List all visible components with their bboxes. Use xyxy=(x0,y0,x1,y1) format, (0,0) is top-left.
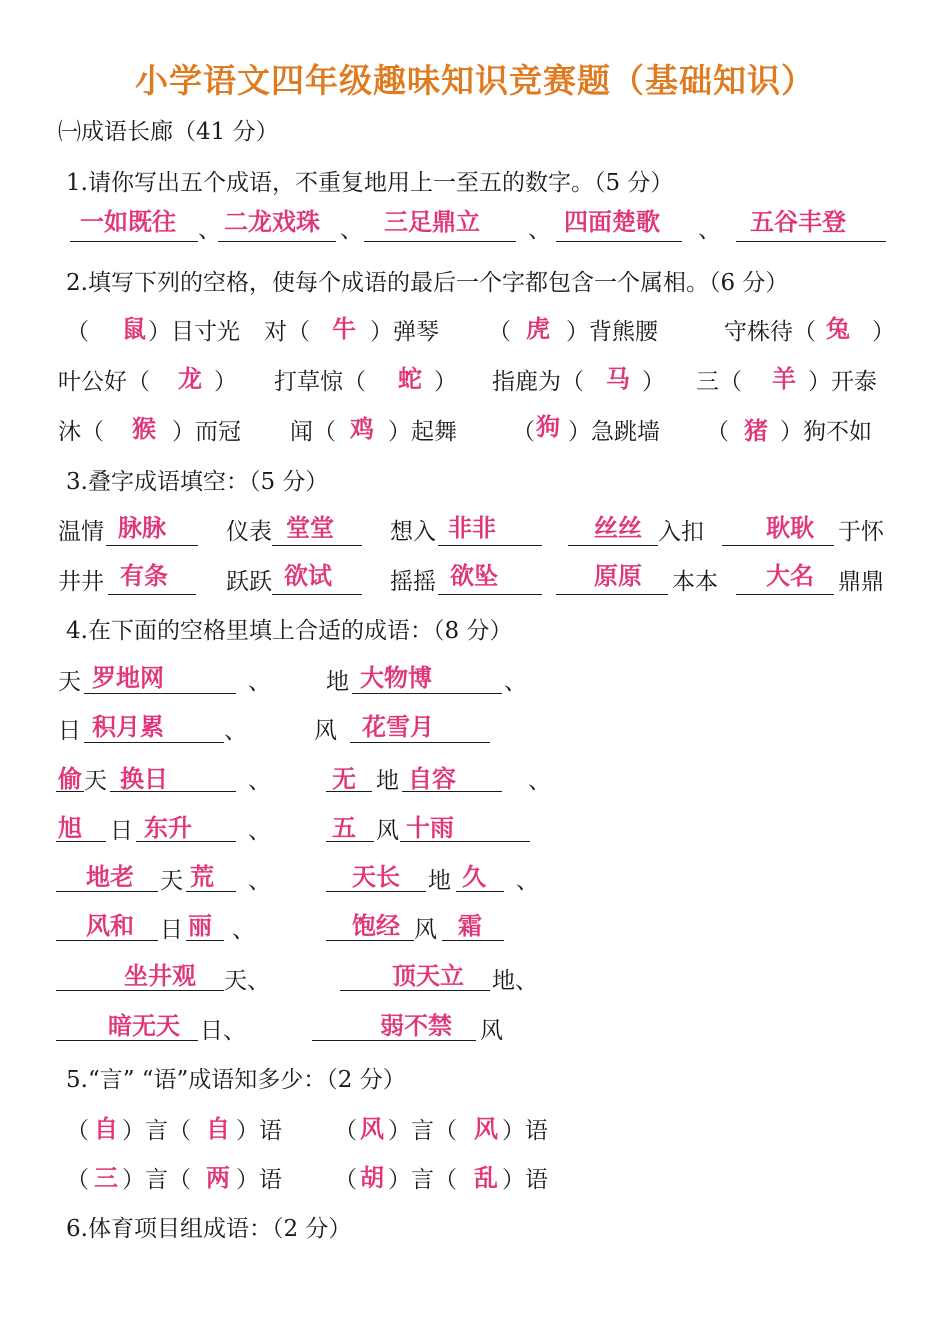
yan-yu-answer: 自 xyxy=(94,1115,118,1143)
idiom-text: 摇摇 xyxy=(390,569,436,595)
idiom-answer: 荒 xyxy=(190,863,214,891)
blank-line xyxy=(326,791,372,792)
idiom-answer: 久 xyxy=(462,863,486,891)
separator: 、 xyxy=(528,768,551,794)
idiom-text: 指鹿为（ xyxy=(492,369,584,395)
blank-line xyxy=(556,594,668,595)
idiom-answer: 罗地网 xyxy=(92,664,164,692)
reduplicated-answer: 大名 xyxy=(766,562,814,590)
idiom-answer: 饱经 xyxy=(352,912,400,940)
yan-yu-answer: 自 xyxy=(206,1115,230,1143)
idiom-answer: 天长 xyxy=(352,863,400,891)
bracket-text: （ xyxy=(66,319,89,345)
blank-line xyxy=(568,545,658,546)
idiom-text: 风 xyxy=(480,1018,503,1044)
blank-line xyxy=(556,241,682,242)
idiom-answer: 五 xyxy=(332,814,356,842)
idiom-text: 日 xyxy=(110,818,133,844)
idiom-answer: 无 xyxy=(332,765,356,793)
idiom-answer: 顶天立 xyxy=(392,962,464,990)
blank-line xyxy=(326,891,426,892)
idiom-text: 对（ xyxy=(264,319,310,345)
blank-line xyxy=(272,594,362,595)
idiom-text: ）急跳墙 xyxy=(568,419,660,445)
idiom-text: ）语 xyxy=(502,1118,548,1144)
idiom-text: ）而冠 xyxy=(172,419,241,445)
idiom-answer: 大物博 xyxy=(360,664,432,692)
yan-yu-answer: 乱 xyxy=(474,1164,498,1192)
blank-line xyxy=(56,891,158,892)
blank-line xyxy=(400,841,530,842)
blank-line xyxy=(312,1040,476,1041)
separator: 、 xyxy=(340,217,363,243)
idiom-text: 天 xyxy=(58,669,81,695)
section-heading: ㈠成语长廊（41 分） xyxy=(58,119,279,145)
blank-line xyxy=(218,241,336,242)
zodiac-answer: 牛 xyxy=(332,315,356,343)
yan-yu-answer: 三 xyxy=(94,1164,118,1192)
separator: 、 xyxy=(698,217,721,243)
idiom-text: 温情 xyxy=(58,519,104,545)
zodiac-answer: 狗 xyxy=(536,413,560,441)
idiom-text: 地 xyxy=(376,768,399,794)
separator: 、 xyxy=(516,868,539,894)
blank-line xyxy=(402,791,502,792)
bracket-text: ） xyxy=(872,319,895,345)
idiom-answer: 旭 xyxy=(58,814,82,842)
zodiac-answer: 龙 xyxy=(178,365,202,393)
yan-yu-answer: 两 xyxy=(206,1164,230,1192)
question-4-prompt: 4.在下面的空格里填上合适的成语：（8 分） xyxy=(66,618,513,644)
zodiac-answer: 马 xyxy=(606,365,630,393)
idiom-text: ）语 xyxy=(502,1167,548,1193)
blank-line xyxy=(186,940,224,941)
zodiac-answer: 羊 xyxy=(772,365,796,393)
idiom-text: ）背熊腰 xyxy=(566,319,658,345)
blank-line xyxy=(56,791,84,792)
idiom-text: ）言（ xyxy=(388,1167,457,1193)
idiom-text: ）语 xyxy=(236,1167,282,1193)
reduplicated-answer: 丝丝 xyxy=(594,514,642,542)
blank-line xyxy=(108,594,196,595)
bracket-text: ） xyxy=(214,369,237,395)
blank-line xyxy=(70,241,198,242)
idiom-text: 地、 xyxy=(492,968,538,994)
reduplicated-answer: 欲试 xyxy=(284,562,332,590)
q1-answer-4: 四面楚歌 xyxy=(564,208,660,236)
idiom-answer: 弱不禁 xyxy=(380,1012,452,1040)
blank-line xyxy=(110,791,236,792)
idiom-answer: 偷 xyxy=(58,765,82,793)
bracket-text: ） xyxy=(434,369,457,395)
reduplicated-answer: 欲坠 xyxy=(450,562,498,590)
blank-line xyxy=(722,545,834,546)
idiom-answer: 换日 xyxy=(120,765,168,793)
bracket-text: （ xyxy=(512,419,535,445)
question-5-prompt: 5.“言” “语”成语知多少：（2 分） xyxy=(66,1067,406,1093)
idiom-answer: 丽 xyxy=(188,912,212,940)
idiom-text: 想入 xyxy=(390,519,436,545)
idiom-text: 鼎鼎 xyxy=(838,569,884,595)
blank-line xyxy=(56,940,158,941)
idiom-answer: 东升 xyxy=(144,814,192,842)
reduplicated-answer: 脉脉 xyxy=(118,514,166,542)
idiom-answer: 积月累 xyxy=(92,713,164,741)
yan-yu-answer: 风 xyxy=(474,1115,498,1143)
separator: 、 xyxy=(198,217,221,243)
blank-line xyxy=(56,841,106,842)
reduplicated-answer: 有条 xyxy=(120,562,168,590)
idiom-text: 风 xyxy=(414,917,437,943)
idiom-text: 守株待（ xyxy=(724,319,816,345)
blank-line xyxy=(456,891,504,892)
idiom-answer: 地老 xyxy=(86,863,134,891)
idiom-text: ）语 xyxy=(236,1118,282,1144)
idiom-text: 天 xyxy=(84,768,107,794)
reduplicated-answer: 原原 xyxy=(594,562,642,590)
bracket-text: （ xyxy=(334,1167,357,1193)
blank-line xyxy=(272,545,362,546)
reduplicated-answer: 耿耿 xyxy=(766,514,814,542)
zodiac-answer: 虎 xyxy=(526,315,550,343)
zodiac-answer: 鼠 xyxy=(122,315,146,343)
separator: 、 xyxy=(224,718,247,744)
idiom-text: ）言（ xyxy=(122,1167,191,1193)
idiom-text: ）目寸光 xyxy=(148,319,240,345)
zodiac-answer: 兔 xyxy=(826,315,850,343)
blank-line xyxy=(364,241,516,242)
idiom-answer: 风和 xyxy=(86,912,134,940)
zodiac-answer: 猪 xyxy=(744,417,768,445)
idiom-text: ）弹琴 xyxy=(370,319,439,345)
q1-answer-3: 三足鼎立 xyxy=(384,208,480,236)
question-1-prompt: 1.请你写出五个成语，不重复地用上一至五的数字。（5 分） xyxy=(66,170,674,196)
reduplicated-answer: 堂堂 xyxy=(286,514,334,542)
blank-line xyxy=(438,545,542,546)
idiom-text: 日、 xyxy=(200,1018,246,1044)
idiom-text: 风 xyxy=(376,818,399,844)
idiom-text: ）言（ xyxy=(122,1118,191,1144)
bracket-text: （ xyxy=(66,1118,89,1144)
idiom-text: 风 xyxy=(314,718,337,744)
idiom-text: 井井 xyxy=(58,569,104,595)
separator: 、 xyxy=(232,917,255,943)
bracket-text: ） xyxy=(642,369,665,395)
zodiac-answer: 鸡 xyxy=(350,415,374,443)
idiom-answer: 十雨 xyxy=(406,814,454,842)
separator: 、 xyxy=(248,868,271,894)
idiom-text: 仪表 xyxy=(226,519,272,545)
blank-line xyxy=(326,841,374,842)
idiom-text: 日 xyxy=(58,718,81,744)
idiom-text: 入扣 xyxy=(658,519,704,545)
idiom-answer: 暗无天 xyxy=(108,1012,180,1040)
blank-line xyxy=(56,1040,198,1041)
zodiac-answer: 猴 xyxy=(132,415,156,443)
idiom-text: 闻（ xyxy=(290,419,336,445)
idiom-text: ）言（ xyxy=(388,1118,457,1144)
idiom-text: 三（ xyxy=(696,369,742,395)
separator: 、 xyxy=(248,818,271,844)
separator: 、 xyxy=(528,217,551,243)
separator: 、 xyxy=(504,669,527,695)
separator: 、 xyxy=(248,768,271,794)
blank-line xyxy=(326,940,414,941)
idiom-answer: 坐井观 xyxy=(124,962,196,990)
blank-line xyxy=(352,693,502,694)
blank-line xyxy=(136,841,236,842)
zodiac-answer: 蛇 xyxy=(398,365,422,393)
idiom-text: ）狗不如 xyxy=(780,419,872,445)
idiom-text: 本本 xyxy=(672,569,718,595)
separator: 、 xyxy=(248,669,271,695)
idiom-text: 地 xyxy=(428,868,451,894)
idiom-text: 叶公好（ xyxy=(58,369,150,395)
bracket-text: （ xyxy=(706,419,729,445)
bracket-text: （ xyxy=(66,1167,89,1193)
idiom-text: 沐（ xyxy=(58,419,104,445)
idiom-text: ）起舞 xyxy=(388,419,457,445)
idiom-text: ）开泰 xyxy=(808,369,877,395)
idiom-text: 打草惊（ xyxy=(274,369,366,395)
idiom-text: 地 xyxy=(326,669,349,695)
bracket-text: （ xyxy=(488,319,511,345)
yan-yu-answer: 风 xyxy=(360,1115,384,1143)
idiom-answer: 霜 xyxy=(458,912,482,940)
blank-line xyxy=(186,891,236,892)
blank-line xyxy=(84,693,236,694)
blank-line xyxy=(84,742,224,743)
blank-line xyxy=(106,545,198,546)
blank-line xyxy=(736,594,834,595)
idiom-text: 天、 xyxy=(224,968,270,994)
q1-answer-2: 二龙戏珠 xyxy=(224,208,320,236)
q1-answer-1: 一如既往 xyxy=(80,208,176,236)
blank-line xyxy=(736,241,886,242)
question-2-prompt: 2.填写下列的空格，使每个成语的最后一个字都包含一个属相。（6 分） xyxy=(66,270,789,296)
idiom-answer: 自容 xyxy=(408,765,456,793)
yan-yu-answer: 胡 xyxy=(360,1164,384,1192)
blank-line xyxy=(340,990,490,991)
idiom-text: 跃跃 xyxy=(226,569,272,595)
idiom-answer: 花雪月 xyxy=(362,713,434,741)
q1-answer-5: 五谷丰登 xyxy=(750,208,846,236)
question-3-prompt: 3.叠字成语填空：（5 分） xyxy=(66,469,329,495)
idiom-text: 于怀 xyxy=(838,519,884,545)
question-6-prompt: 6.体育项目组成语：（2 分） xyxy=(66,1216,352,1242)
bracket-text: （ xyxy=(334,1118,357,1144)
idiom-text: 天 xyxy=(160,868,183,894)
blank-line xyxy=(350,742,490,743)
idiom-text: 日 xyxy=(160,917,183,943)
blank-line xyxy=(442,940,504,941)
blank-line xyxy=(438,594,542,595)
page-title: 小学语文四年级趣味知识竞赛题（基础知识） xyxy=(135,61,815,100)
reduplicated-answer: 非非 xyxy=(448,514,496,542)
blank-line xyxy=(56,990,224,991)
